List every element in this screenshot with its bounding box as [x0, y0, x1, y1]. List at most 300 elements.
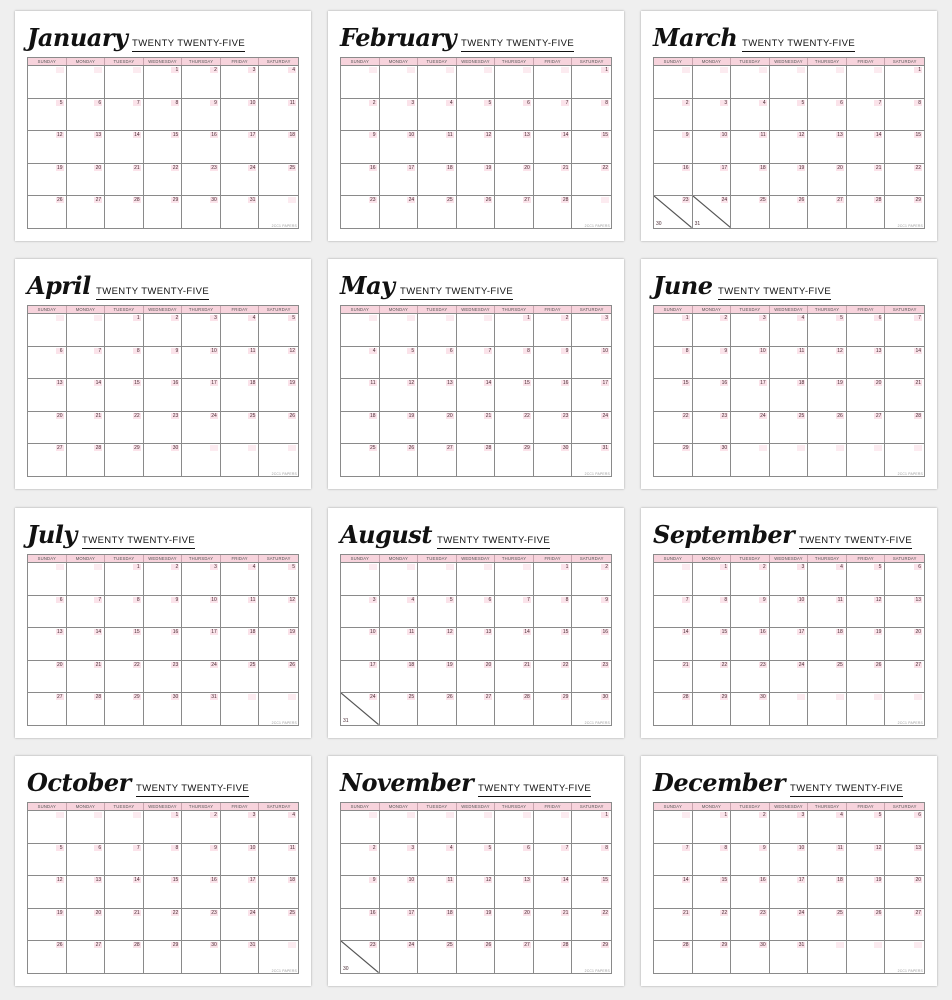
day-cell[interactable]: [380, 163, 419, 196]
day-cell[interactable]: [221, 875, 260, 908]
day-cell[interactable]: [105, 411, 144, 444]
day-cell[interactable]: [221, 163, 260, 196]
day-cell[interactable]: [770, 163, 809, 196]
day-cell[interactable]: [808, 443, 847, 476]
day-cell[interactable]: [28, 660, 67, 693]
day-cell[interactable]: [28, 411, 67, 444]
day-cell[interactable]: [572, 98, 611, 131]
day-cell[interactable]: [572, 378, 611, 411]
day-cell[interactable]: [418, 660, 457, 693]
day-cell[interactable]: [380, 378, 419, 411]
day-cell[interactable]: [495, 562, 534, 595]
day-cell[interactable]: [221, 313, 260, 346]
day-cell[interactable]: [380, 313, 419, 346]
day-cell[interactable]: [341, 875, 380, 908]
day-cell[interactable]: [457, 130, 496, 163]
day-cell[interactable]: [259, 810, 298, 843]
day-cell[interactable]: [380, 346, 419, 379]
day-cell[interactable]: [534, 810, 573, 843]
day-cell[interactable]: [418, 163, 457, 196]
day-cell[interactable]: [495, 411, 534, 444]
day-cell[interactable]: [67, 875, 106, 908]
day-cell[interactable]: [495, 313, 534, 346]
day-cell[interactable]: [572, 65, 611, 98]
day-cell[interactable]: [885, 810, 924, 843]
day-cell[interactable]: [380, 195, 419, 228]
day-cell[interactable]: [770, 411, 809, 444]
day-cell[interactable]: [28, 65, 67, 98]
day-cell[interactable]: [808, 195, 847, 228]
day-cell[interactable]: [67, 562, 106, 595]
day-cell[interactable]: [67, 595, 106, 628]
day-cell[interactable]: [67, 660, 106, 693]
day-cell[interactable]: [770, 908, 809, 941]
day-cell[interactable]: [693, 346, 732, 379]
day-cell[interactable]: [67, 940, 106, 973]
day-cell[interactable]: [418, 843, 457, 876]
day-cell[interactable]: [495, 163, 534, 196]
day-cell[interactable]: [341, 627, 380, 660]
day-cell[interactable]: [495, 692, 534, 725]
day-cell[interactable]: [457, 443, 496, 476]
day-cell[interactable]: [182, 65, 221, 98]
day-cell[interactable]: [770, 940, 809, 973]
day-cell[interactable]: [495, 908, 534, 941]
day-cell[interactable]: [572, 163, 611, 196]
day-cell[interactable]: [28, 562, 67, 595]
day-cell[interactable]: [654, 378, 693, 411]
day-cell[interactable]: [457, 660, 496, 693]
day-cell[interactable]: [259, 660, 298, 693]
day-cell[interactable]: [221, 660, 260, 693]
day-cell[interactable]: [28, 346, 67, 379]
day-cell[interactable]: [534, 98, 573, 131]
day-cell[interactable]: [418, 130, 457, 163]
day-cell[interactable]: [457, 562, 496, 595]
day-cell[interactable]: [380, 875, 419, 908]
day-cell[interactable]: [182, 908, 221, 941]
day-cell[interactable]: [221, 130, 260, 163]
day-cell[interactable]: [770, 595, 809, 628]
day-cell[interactable]: [380, 843, 419, 876]
day-cell[interactable]: [341, 908, 380, 941]
day-cell[interactable]: [67, 195, 106, 228]
day-cell[interactable]: [654, 411, 693, 444]
day-cell[interactable]: [534, 443, 573, 476]
day-cell[interactable]: [28, 443, 67, 476]
day-cell[interactable]: [654, 940, 693, 973]
day-cell[interactable]: [808, 163, 847, 196]
day-cell[interactable]: [259, 843, 298, 876]
day-cell[interactable]: [731, 875, 770, 908]
day-cell[interactable]: [418, 595, 457, 628]
day-cell[interactable]: [457, 810, 496, 843]
day-cell[interactable]: [221, 65, 260, 98]
day-cell[interactable]: [221, 940, 260, 973]
day-cell[interactable]: [457, 692, 496, 725]
day-cell[interactable]: [572, 411, 611, 444]
day-cell[interactable]: [731, 378, 770, 411]
day-cell[interactable]: [885, 130, 924, 163]
day-cell[interactable]: [693, 595, 732, 628]
day-cell[interactable]: [259, 595, 298, 628]
day-cell[interactable]: [221, 595, 260, 628]
day-cell[interactable]: [105, 163, 144, 196]
day-cell[interactable]: [847, 378, 886, 411]
day-cell[interactable]: [144, 595, 183, 628]
day-cell[interactable]: [770, 130, 809, 163]
day-cell[interactable]: [105, 875, 144, 908]
day-cell[interactable]: [847, 810, 886, 843]
day-cell[interactable]: [28, 163, 67, 196]
day-cell[interactable]: [418, 940, 457, 973]
day-cell[interactable]: [341, 98, 380, 131]
day-cell[interactable]: [182, 627, 221, 660]
day-cell[interactable]: [457, 843, 496, 876]
day-cell[interactable]: [182, 346, 221, 379]
day-cell[interactable]: [380, 562, 419, 595]
day-cell[interactable]: [654, 595, 693, 628]
day-cell[interactable]: [105, 940, 144, 973]
day-cell[interactable]: [144, 65, 183, 98]
day-cell[interactable]: [418, 411, 457, 444]
day-cell[interactable]: [731, 595, 770, 628]
day-cell[interactable]: [808, 411, 847, 444]
day-cell[interactable]: [808, 562, 847, 595]
day-cell[interactable]: [341, 843, 380, 876]
day-cell[interactable]: [457, 98, 496, 131]
day-cell[interactable]: [885, 163, 924, 196]
day-cell[interactable]: [731, 940, 770, 973]
day-cell[interactable]: [731, 130, 770, 163]
day-cell[interactable]: [28, 875, 67, 908]
day-cell[interactable]: [144, 875, 183, 908]
day-cell[interactable]: [457, 163, 496, 196]
day-cell[interactable]: [847, 660, 886, 693]
day-cell[interactable]: [808, 940, 847, 973]
day-cell[interactable]: [770, 810, 809, 843]
day-cell[interactable]: [182, 313, 221, 346]
day-cell[interactable]: [534, 195, 573, 228]
day-cell[interactable]: [654, 313, 693, 346]
day-cell[interactable]: [847, 411, 886, 444]
day-cell[interactable]: [847, 98, 886, 131]
split-day-cell[interactable]: [654, 195, 693, 228]
day-cell[interactable]: [731, 65, 770, 98]
day-cell[interactable]: [693, 660, 732, 693]
day-cell[interactable]: [259, 163, 298, 196]
day-cell[interactable]: [182, 660, 221, 693]
day-cell[interactable]: [380, 908, 419, 941]
day-cell[interactable]: [105, 692, 144, 725]
day-cell[interactable]: [418, 875, 457, 908]
day-cell[interactable]: [221, 908, 260, 941]
day-cell[interactable]: [144, 313, 183, 346]
day-cell[interactable]: [144, 378, 183, 411]
day-cell[interactable]: [654, 163, 693, 196]
day-cell[interactable]: [457, 595, 496, 628]
day-cell[interactable]: [105, 378, 144, 411]
day-cell[interactable]: [572, 562, 611, 595]
day-cell[interactable]: [885, 562, 924, 595]
day-cell[interactable]: [770, 692, 809, 725]
day-cell[interactable]: [770, 875, 809, 908]
day-cell[interactable]: [693, 908, 732, 941]
day-cell[interactable]: [457, 908, 496, 941]
day-cell[interactable]: [534, 627, 573, 660]
day-cell[interactable]: [144, 130, 183, 163]
day-cell[interactable]: [572, 660, 611, 693]
day-cell[interactable]: [693, 411, 732, 444]
day-cell[interactable]: [770, 346, 809, 379]
day-cell[interactable]: [182, 940, 221, 973]
day-cell[interactable]: [885, 346, 924, 379]
day-cell[interactable]: [731, 843, 770, 876]
day-cell[interactable]: [418, 313, 457, 346]
split-day-cell[interactable]: [341, 940, 380, 973]
day-cell[interactable]: [534, 875, 573, 908]
day-cell[interactable]: [693, 313, 732, 346]
day-cell[interactable]: [534, 378, 573, 411]
day-cell[interactable]: [457, 411, 496, 444]
day-cell[interactable]: [67, 163, 106, 196]
day-cell[interactable]: [731, 562, 770, 595]
day-cell[interactable]: [731, 313, 770, 346]
day-cell[interactable]: [847, 163, 886, 196]
day-cell[interactable]: [380, 660, 419, 693]
day-cell[interactable]: [572, 130, 611, 163]
day-cell[interactable]: [418, 98, 457, 131]
day-cell[interactable]: [731, 660, 770, 693]
day-cell[interactable]: [28, 130, 67, 163]
day-cell[interactable]: [847, 346, 886, 379]
day-cell[interactable]: [182, 562, 221, 595]
day-cell[interactable]: [693, 843, 732, 876]
day-cell[interactable]: [654, 810, 693, 843]
day-cell[interactable]: [847, 692, 886, 725]
day-cell[interactable]: [808, 378, 847, 411]
day-cell[interactable]: [654, 562, 693, 595]
day-cell[interactable]: [67, 810, 106, 843]
day-cell[interactable]: [380, 940, 419, 973]
day-cell[interactable]: [495, 443, 534, 476]
day-cell[interactable]: [654, 875, 693, 908]
day-cell[interactable]: [341, 346, 380, 379]
day-cell[interactable]: [221, 692, 260, 725]
day-cell[interactable]: [67, 130, 106, 163]
day-cell[interactable]: [534, 130, 573, 163]
day-cell[interactable]: [259, 65, 298, 98]
day-cell[interactable]: [380, 411, 419, 444]
day-cell[interactable]: [885, 843, 924, 876]
day-cell[interactable]: [105, 346, 144, 379]
day-cell[interactable]: [885, 378, 924, 411]
day-cell[interactable]: [495, 195, 534, 228]
day-cell[interactable]: [418, 627, 457, 660]
day-cell[interactable]: [144, 660, 183, 693]
day-cell[interactable]: [144, 443, 183, 476]
day-cell[interactable]: [105, 810, 144, 843]
day-cell[interactable]: [534, 346, 573, 379]
day-cell[interactable]: [105, 130, 144, 163]
day-cell[interactable]: [182, 130, 221, 163]
day-cell[interactable]: [341, 443, 380, 476]
day-cell[interactable]: [144, 98, 183, 131]
day-cell[interactable]: [67, 411, 106, 444]
day-cell[interactable]: [693, 98, 732, 131]
day-cell[interactable]: [144, 810, 183, 843]
day-cell[interactable]: [144, 562, 183, 595]
day-cell[interactable]: [654, 660, 693, 693]
day-cell[interactable]: [534, 843, 573, 876]
day-cell[interactable]: [380, 627, 419, 660]
day-cell[interactable]: [495, 940, 534, 973]
day-cell[interactable]: [495, 875, 534, 908]
day-cell[interactable]: [572, 627, 611, 660]
day-cell[interactable]: [808, 595, 847, 628]
day-cell[interactable]: [654, 346, 693, 379]
day-cell[interactable]: [418, 65, 457, 98]
day-cell[interactable]: [67, 378, 106, 411]
day-cell[interactable]: [341, 562, 380, 595]
day-cell[interactable]: [534, 660, 573, 693]
day-cell[interactable]: [495, 660, 534, 693]
day-cell[interactable]: [259, 908, 298, 941]
day-cell[interactable]: [259, 562, 298, 595]
day-cell[interactable]: [654, 65, 693, 98]
day-cell[interactable]: [28, 940, 67, 973]
day-cell[interactable]: [693, 875, 732, 908]
day-cell[interactable]: [28, 692, 67, 725]
day-cell[interactable]: [341, 65, 380, 98]
day-cell[interactable]: [808, 660, 847, 693]
day-cell[interactable]: [28, 810, 67, 843]
day-cell[interactable]: [144, 163, 183, 196]
day-cell[interactable]: [654, 692, 693, 725]
day-cell[interactable]: [495, 98, 534, 131]
day-cell[interactable]: [847, 65, 886, 98]
day-cell[interactable]: [770, 195, 809, 228]
day-cell[interactable]: [457, 875, 496, 908]
day-cell[interactable]: [221, 443, 260, 476]
day-cell[interactable]: [28, 627, 67, 660]
day-cell[interactable]: [67, 346, 106, 379]
day-cell[interactable]: [808, 98, 847, 131]
day-cell[interactable]: [885, 65, 924, 98]
day-cell[interactable]: [808, 627, 847, 660]
day-cell[interactable]: [731, 346, 770, 379]
day-cell[interactable]: [572, 875, 611, 908]
day-cell[interactable]: [885, 875, 924, 908]
day-cell[interactable]: [808, 875, 847, 908]
day-cell[interactable]: [418, 378, 457, 411]
day-cell[interactable]: [144, 692, 183, 725]
day-cell[interactable]: [67, 843, 106, 876]
day-cell[interactable]: [495, 378, 534, 411]
day-cell[interactable]: [105, 908, 144, 941]
day-cell[interactable]: [885, 627, 924, 660]
day-cell[interactable]: [495, 843, 534, 876]
day-cell[interactable]: [105, 595, 144, 628]
day-cell[interactable]: [380, 692, 419, 725]
day-cell[interactable]: [28, 595, 67, 628]
day-cell[interactable]: [847, 443, 886, 476]
day-cell[interactable]: [28, 98, 67, 131]
day-cell[interactable]: [28, 378, 67, 411]
day-cell[interactable]: [380, 130, 419, 163]
day-cell[interactable]: [457, 195, 496, 228]
day-cell[interactable]: [731, 163, 770, 196]
day-cell[interactable]: [221, 98, 260, 131]
day-cell[interactable]: [847, 130, 886, 163]
day-cell[interactable]: [182, 195, 221, 228]
day-cell[interactable]: [67, 98, 106, 131]
day-cell[interactable]: [495, 810, 534, 843]
day-cell[interactable]: [221, 627, 260, 660]
day-cell[interactable]: [144, 843, 183, 876]
day-cell[interactable]: [221, 346, 260, 379]
day-cell[interactable]: [341, 163, 380, 196]
day-cell[interactable]: [495, 627, 534, 660]
day-cell[interactable]: [341, 378, 380, 411]
day-cell[interactable]: [808, 843, 847, 876]
day-cell[interactable]: [731, 908, 770, 941]
day-cell[interactable]: [105, 627, 144, 660]
day-cell[interactable]: [731, 627, 770, 660]
day-cell[interactable]: [28, 195, 67, 228]
day-cell[interactable]: [28, 843, 67, 876]
day-cell[interactable]: [221, 843, 260, 876]
day-cell[interactable]: [457, 378, 496, 411]
day-cell[interactable]: [572, 843, 611, 876]
day-cell[interactable]: [341, 595, 380, 628]
day-cell[interactable]: [847, 195, 886, 228]
day-cell[interactable]: [182, 875, 221, 908]
day-cell[interactable]: [105, 313, 144, 346]
day-cell[interactable]: [182, 692, 221, 725]
day-cell[interactable]: [693, 562, 732, 595]
day-cell[interactable]: [182, 595, 221, 628]
day-cell[interactable]: [182, 411, 221, 444]
day-cell[interactable]: [770, 313, 809, 346]
day-cell[interactable]: [105, 195, 144, 228]
day-cell[interactable]: [105, 562, 144, 595]
day-cell[interactable]: [457, 940, 496, 973]
day-cell[interactable]: [693, 692, 732, 725]
day-cell[interactable]: [808, 65, 847, 98]
day-cell[interactable]: [105, 98, 144, 131]
day-cell[interactable]: [534, 411, 573, 444]
day-cell[interactable]: [28, 313, 67, 346]
day-cell[interactable]: [847, 595, 886, 628]
day-cell[interactable]: [885, 908, 924, 941]
day-cell[interactable]: [808, 130, 847, 163]
day-cell[interactable]: [221, 810, 260, 843]
split-day-cell[interactable]: [341, 692, 380, 725]
day-cell[interactable]: [380, 810, 419, 843]
day-cell[interactable]: [380, 98, 419, 131]
day-cell[interactable]: [808, 346, 847, 379]
day-cell[interactable]: [534, 562, 573, 595]
day-cell[interactable]: [534, 163, 573, 196]
day-cell[interactable]: [341, 660, 380, 693]
day-cell[interactable]: [770, 660, 809, 693]
day-cell[interactable]: [770, 378, 809, 411]
day-cell[interactable]: [418, 692, 457, 725]
day-cell[interactable]: [418, 346, 457, 379]
day-cell[interactable]: [534, 692, 573, 725]
day-cell[interactable]: [495, 346, 534, 379]
